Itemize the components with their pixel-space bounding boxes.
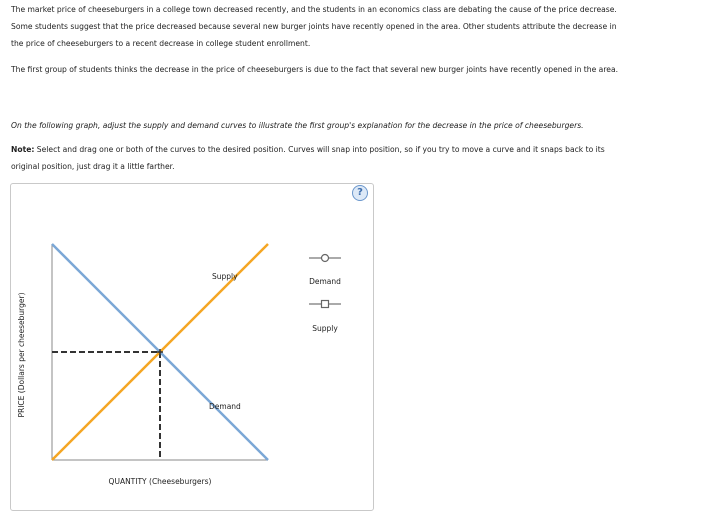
note-label: Note: <box>11 145 35 154</box>
help-icon[interactable]: ? <box>352 185 368 201</box>
intro-paragraph-2: The first group of students thinks the decrease in the price of cheeseburgers is due to the fact that several new burger joints have recently opened in the area. <box>11 65 619 74</box>
instruction-text: On the following graph, adjust the supply and demand curves to illustrate the first group's explanation for the decrease in the price of cheeseburgers. <box>11 121 584 130</box>
x-axis-label: QUANTITY (Cheeseburgers) <box>108 477 212 486</box>
demand-curve-label: Demand <box>209 402 241 411</box>
y-axis-label: PRICE (Dollars per cheeseburger) <box>17 292 26 418</box>
supply-curve-label: Supply <box>212 272 238 281</box>
legend-demand-circle-icon[interactable] <box>322 255 329 262</box>
legend-supply-square-icon[interactable] <box>322 301 329 308</box>
intro-paragraph-1: The market price of cheeseburgers in a college town decreased recently, and the students in an economics class are debating the cause of the price decrease. Some students suggest that the price decreased because several new burger joints have recently opened in the area. Other students attribute the decrease in the price of cheeseburgers to a recent decrease in college student enrollment. <box>11 5 617 48</box>
legend-demand-label: Demand <box>309 277 341 286</box>
note-body: Select and drag one or both of the curves to the desired position. Curves will snap into position, so if you try to move a curve and it snaps back to its original position, just drag it a little farther. <box>11 145 605 171</box>
legend <box>309 255 341 334</box>
legend-supply-label: Supply <box>312 324 338 333</box>
